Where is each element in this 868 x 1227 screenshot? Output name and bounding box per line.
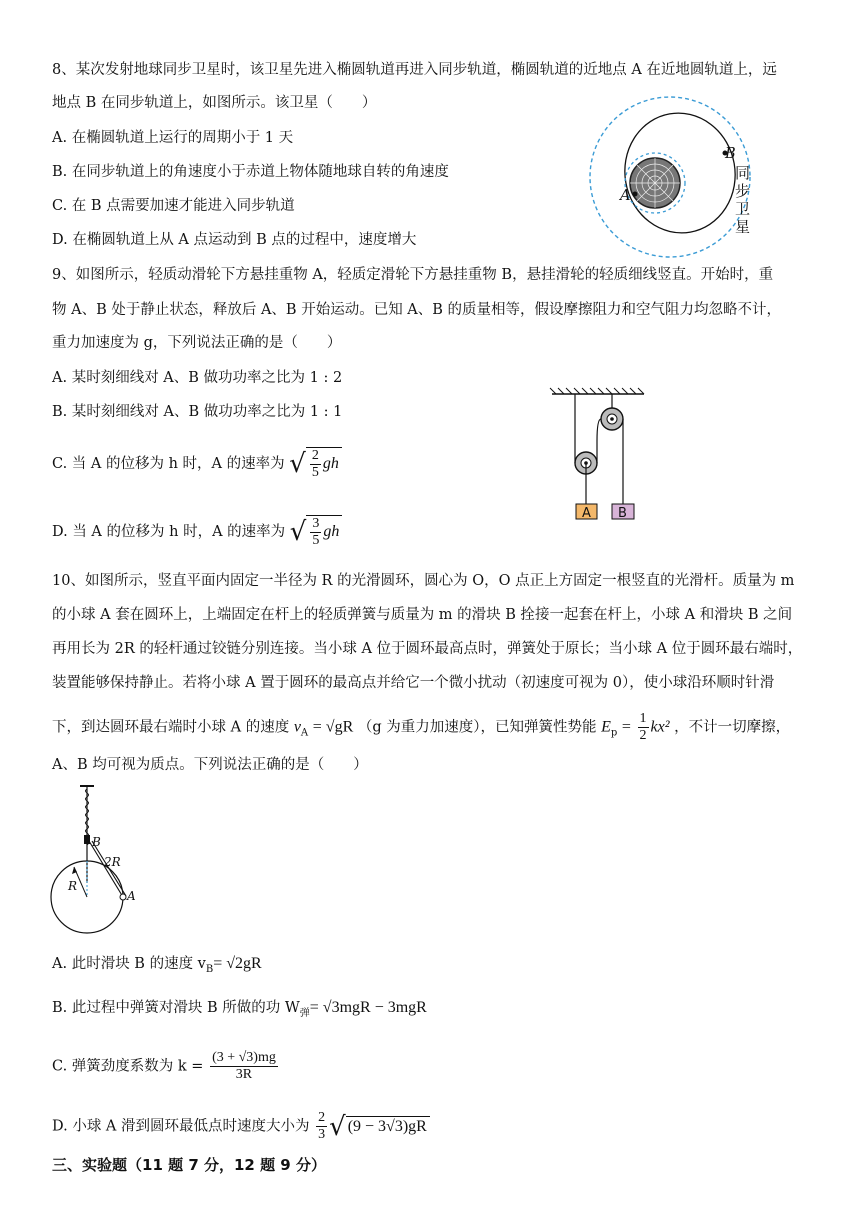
q8-stem-line1: 8、某次发射地球同步卫星时，该卫星先进入椭圆轨道再进入同步轨道，椭圆轨道的近地点 A 在近地圆轨道上，远 [52,62,777,78]
q10-a-eq: = √2gR [213,955,262,972]
q10-stem5-pre: 下，到达圆环最右端时小球 A 的速度 [52,719,290,736]
q9-d-den: 5 [312,533,320,548]
q8-option-a: A. 在椭圆轨道上运行的周期小于 1 天 [52,130,294,146]
q10-stem5-post: ，不计一切摩擦， [674,719,791,736]
q10-stem-line4: 装置能够保持静止。若将小球 A 置于圆环的最高点并给它一个微小扰动（初速度可视为 0），使小球沿环顺时针滑 [52,675,775,691]
q8-option-c: C. 在 B 点需要加速才能进入同步轨道 [52,198,295,214]
q10-a-text: A. 此时滑块 B 的速度 v [52,956,206,972]
q10-c-den: 3R [235,1067,253,1082]
q9-d-num: 3 [312,516,320,531]
q8-stem-line2: 地点 B 在同步轨道上，如图所示。该卫星（ ） [52,95,377,111]
q9-option-b: B. 某时刻细线对 A、B 做功功率之比为 1 : 1 [52,404,343,420]
q9-option-d: D. 当 A 的位移为 h 时，A 的速率为 √ $\frac{3}{5}$ gh [52,515,342,549]
sync-char: 同 [735,164,751,182]
section-3-heading: 三、实验题（11 题 7 分，12 题 9 分） [52,1156,326,1174]
sync-char: 步 [735,182,751,200]
q10-d-den: 3 [318,1127,326,1142]
q9-d-tail: gh [323,523,340,541]
q10-figure-label-a: A [127,889,136,903]
q10-b-sub: 弹 [299,1007,310,1019]
q9-option-c: C. 当 A 的位移为 h 时，A 的速率为 √ $\frac{2}{5}$ gh [52,447,342,481]
q10-stem-line3: 再用长为 2R 的轻杆通过铰链分别连接。当小球 A 位于圆环最高点时，弹簧处于原长；当小球 A 位于圆环最右端时， [52,641,803,657]
q10-stem-line5 [52,711,790,744]
q9-option-a: A. 某时刻细线对 A、B 做功功率之比为 1 : 2 [52,370,343,386]
q10-figure-label-2r: 2R [104,855,121,869]
q10-va: v [293,718,301,736]
q10-option-b [52,998,427,1024]
q9-stem-line2: 物 A、B 处于静止状态，释放后 A、B 开始运动。已知 A、B 的质量相等，假设摩擦阻力和空气阻力均忽略不计， [52,302,782,318]
q10-b-text: B. 此过程中弹簧对滑块 B 所做的功 W [52,1000,300,1016]
q10-option-c [52,1050,280,1083]
q10-stem-line6: A、B 均可视为质点。下列说法正确的是（ ） [52,757,368,773]
q10-half-den: 2 [639,728,647,743]
q8-figure-label-sync [735,164,753,236]
q10-kx: kx² [650,718,670,736]
q8-figure-label-b: B [725,146,736,162]
q8-option-d: D. 在椭圆轨道上从 A 点运动到 B 点的过程中，速度增大 [52,232,417,248]
q10-va-sub: A [300,727,309,739]
q10-stem5-mid: （g 为重力加速度），已知弹簧性势能 [357,719,597,736]
q9-stem-line1: 9、如图所示，轻质动滑轮下方悬挂重物 A，轻质定滑轮下方悬挂重物 B，悬挂滑轮的轻质细线竖直。开始时，重 [52,267,774,283]
q10-ep-sub: p [610,727,618,739]
q10-option-d: D. 小球 A 滑到圆环最低点时速度大小为 $\frac{2}{3}$ √ (9 − 3√3)gR [52,1110,430,1143]
q9-c-num: 2 [311,448,319,463]
q10-stem-line2: 的小球 A 套在圆环上，上端固定在杆上的轻质弹簧与质量为 m 的滑块 B 拴接一起套在杆上，小球 A 和滑块 B 之间 [52,607,793,623]
q10-figure-label-b: B [92,835,101,849]
q9-stem-line3: 重力加速度为 g，下列说法正确的是（ ） [52,335,342,351]
sync-char: 星 [735,218,751,236]
q9-c-den: 5 [311,465,319,480]
q10-d-num: 2 [318,1110,326,1125]
q10-c-num: (3 + √3)mg [212,1050,276,1065]
q10-a-sub: B [205,963,214,975]
q9-pulley-figure [548,386,648,522]
q8-option-b: B. 在同步轨道上的角速度小于赤道上物体随地球自转的角速度 [52,164,449,180]
sync-char: 卫 [735,200,751,218]
q10-half-num: 1 [639,711,647,726]
q9-d-text: D. 当 A 的位移为 h 时，A 的速率为 [52,524,286,540]
q9-c-tail: gh [322,455,339,473]
q9-box-a-label: A [582,506,591,521]
q10-ep: E [601,718,611,736]
q10-d-text: D. 小球 A 滑到圆环最低点时速度大小为 [52,1118,310,1135]
q10-stem-line1: 10、如图所示，竖直平面内固定一半径为 R 的光滑圆环，圆心为 O，O 点正上方固定一根竖直的光滑杆。质量为 m [52,573,795,589]
q10-ring-figure [48,783,148,935]
q10-option-a [52,954,262,980]
q9-box-b-label: B [618,506,627,521]
q10-d-root: (9 − 3√3)gR [346,1116,430,1137]
q10-ep-eq: = [621,718,631,736]
q10-b-eq: = √3mgR − 3mgR [309,999,427,1016]
q9-c-text: C. 当 A 的位移为 h 时，A 的速率为 [52,456,285,472]
q10-va-eq: = √gR [312,718,354,736]
q10-c-text: C. 弹簧劲度系数为 k = [52,1058,204,1075]
q8-figure-label-a: A [620,188,631,204]
q10-figure-label-r: R [68,879,78,893]
